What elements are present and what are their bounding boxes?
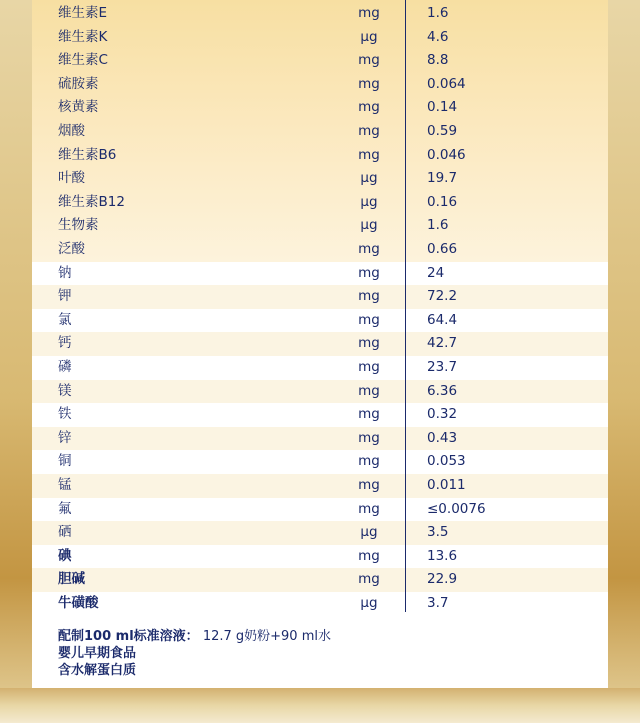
table-row	[32, 120, 608, 144]
nutrient-unit: mg	[358, 146, 380, 163]
nutrient-unit: mg	[358, 123, 380, 139]
nutrient-name: 镁	[58, 382, 72, 399]
nutrient-value: 0.14	[427, 99, 458, 116]
table-row	[32, 49, 608, 73]
nutrient-unit: mg	[358, 52, 380, 69]
nutrient-name: 维生素E	[58, 5, 108, 21]
nutrient-unit: mg	[358, 477, 380, 493]
nutrient-name: 维生素C	[58, 52, 108, 69]
nutrient-value: 0.046	[427, 146, 466, 163]
nutrient-unit: mg	[358, 453, 380, 470]
nutrient-value: 3.5	[427, 524, 449, 541]
nutrient-name: 钙	[58, 335, 72, 352]
nutrient-unit: mg	[358, 5, 380, 21]
table-row	[32, 262, 608, 286]
table-row	[32, 427, 608, 451]
table-row	[32, 545, 608, 569]
nutrient-value: 22.9	[427, 571, 458, 588]
nutrient-unit: mg	[358, 241, 380, 257]
nutrient-value: ≤0.0076	[427, 500, 486, 517]
nutrient-unit: µg	[360, 28, 378, 45]
nutrient-unit: mg	[358, 406, 380, 423]
nutrient-value: 0.59	[427, 123, 458, 139]
table-row	[32, 592, 608, 616]
nutrient-value: 13.6	[427, 547, 458, 564]
nutrient-value: 19.7	[427, 170, 458, 187]
table-row	[32, 450, 608, 474]
nutrient-name: 铜	[58, 453, 72, 470]
right-gold-frame	[608, 0, 640, 723]
bottom-gold-band	[0, 688, 640, 723]
table-row	[32, 191, 608, 215]
nutrient-unit: mg	[358, 75, 380, 92]
nutrition-table-card	[32, 0, 608, 688]
nutrient-name: 氟	[58, 500, 72, 517]
table-row	[32, 285, 608, 309]
preparation-notes	[58, 628, 331, 679]
nutrient-value: 64.4	[427, 311, 458, 328]
nutrient-unit: mg	[358, 335, 380, 352]
nutrient-unit: mg	[358, 547, 380, 564]
nutrient-unit: µg	[360, 170, 378, 187]
nutrient-name: 硫胺素	[58, 75, 99, 92]
nutrient-name: 核黄素	[58, 99, 99, 116]
nutrient-value: 42.7	[427, 335, 458, 352]
nutrient-unit: mg	[358, 500, 380, 517]
nutrient-value: 1.6	[427, 5, 449, 21]
nutrient-name: 氯	[58, 311, 72, 328]
nutrient-name: 维生素K	[58, 28, 108, 45]
nutrient-value: 0.32	[427, 406, 458, 423]
nutrient-name: 锰	[58, 477, 72, 493]
nutrient-name: 维生素B12	[58, 193, 125, 210]
nutrient-unit: µg	[360, 524, 378, 541]
table-row	[32, 332, 608, 356]
column-divider	[405, 0, 406, 612]
left-gold-frame	[0, 0, 32, 723]
protein-note: 含水解蛋白质	[58, 663, 137, 678]
nutrient-value: 0.16	[427, 193, 458, 210]
nutrient-unit: mg	[358, 311, 380, 328]
nutrient-value: 23.7	[427, 359, 458, 375]
nutrient-name: 铁	[58, 406, 72, 423]
nutrient-unit: mg	[358, 264, 380, 281]
nutrient-unit: mg	[358, 99, 380, 116]
table-row	[32, 2, 608, 26]
nutrient-value: 72.2	[427, 288, 458, 305]
table-row	[32, 144, 608, 168]
nutrient-value: 0.064	[427, 75, 466, 92]
table-row	[32, 214, 608, 238]
nutrient-name: 钠	[58, 264, 72, 281]
nutrient-name: 生物素	[58, 217, 99, 234]
table-row	[32, 403, 608, 427]
nutrient-value: 8.8	[427, 52, 449, 69]
preparation-label: 配制100 ml标准溶液：	[58, 629, 199, 644]
nutrient-unit: mg	[358, 571, 380, 588]
nutrient-unit: µg	[360, 217, 378, 234]
nutrient-value: 1.6	[427, 217, 449, 234]
table-row	[32, 498, 608, 522]
nutrient-name: 维生素B6	[58, 146, 117, 163]
nutrient-value: 0.43	[427, 429, 458, 446]
nutrient-name: 胆碱	[58, 571, 85, 588]
nutrient-name: 烟酸	[58, 123, 85, 139]
preparation-line	[58, 628, 331, 645]
nutrient-value: 0.011	[427, 477, 466, 493]
nutrient-value: 24	[427, 264, 445, 281]
nutrient-unit: mg	[358, 382, 380, 399]
nutrient-unit: mg	[358, 288, 380, 305]
nutrient-name: 钾	[58, 288, 72, 305]
table-row	[32, 26, 608, 50]
nutrient-name: 牛磺酸	[58, 595, 99, 611]
table-row	[32, 96, 608, 120]
preparation-value: 12.7 g奶粉+90 ml水	[202, 629, 331, 644]
nutrient-value: 3.7	[427, 595, 449, 611]
table-row	[32, 356, 608, 380]
nutrient-name: 磷	[58, 359, 72, 375]
table-row	[32, 521, 608, 545]
table-row	[32, 309, 608, 333]
table-row	[32, 238, 608, 262]
nutrient-name: 锌	[58, 429, 72, 446]
nutrient-name: 碘	[58, 547, 72, 564]
table-row	[32, 380, 608, 404]
table-row	[32, 474, 608, 498]
nutrient-value: 0.66	[427, 241, 458, 257]
table-row	[32, 167, 608, 191]
nutrient-name: 泛酸	[58, 241, 85, 257]
nutrient-value: 6.36	[427, 382, 458, 399]
nutrient-name: 叶酸	[58, 170, 85, 187]
table-row	[32, 73, 608, 97]
nutrient-unit: mg	[358, 359, 380, 375]
nutrient-unit: µg	[360, 193, 378, 210]
nutrient-unit: mg	[358, 429, 380, 446]
table-row	[32, 568, 608, 592]
food-category: 婴儿早期食品	[58, 646, 137, 661]
nutrient-value: 0.053	[427, 453, 466, 470]
nutrient-value: 4.6	[427, 28, 449, 45]
nutrient-name: 硒	[58, 524, 72, 541]
nutrient-unit: µg	[360, 595, 378, 611]
